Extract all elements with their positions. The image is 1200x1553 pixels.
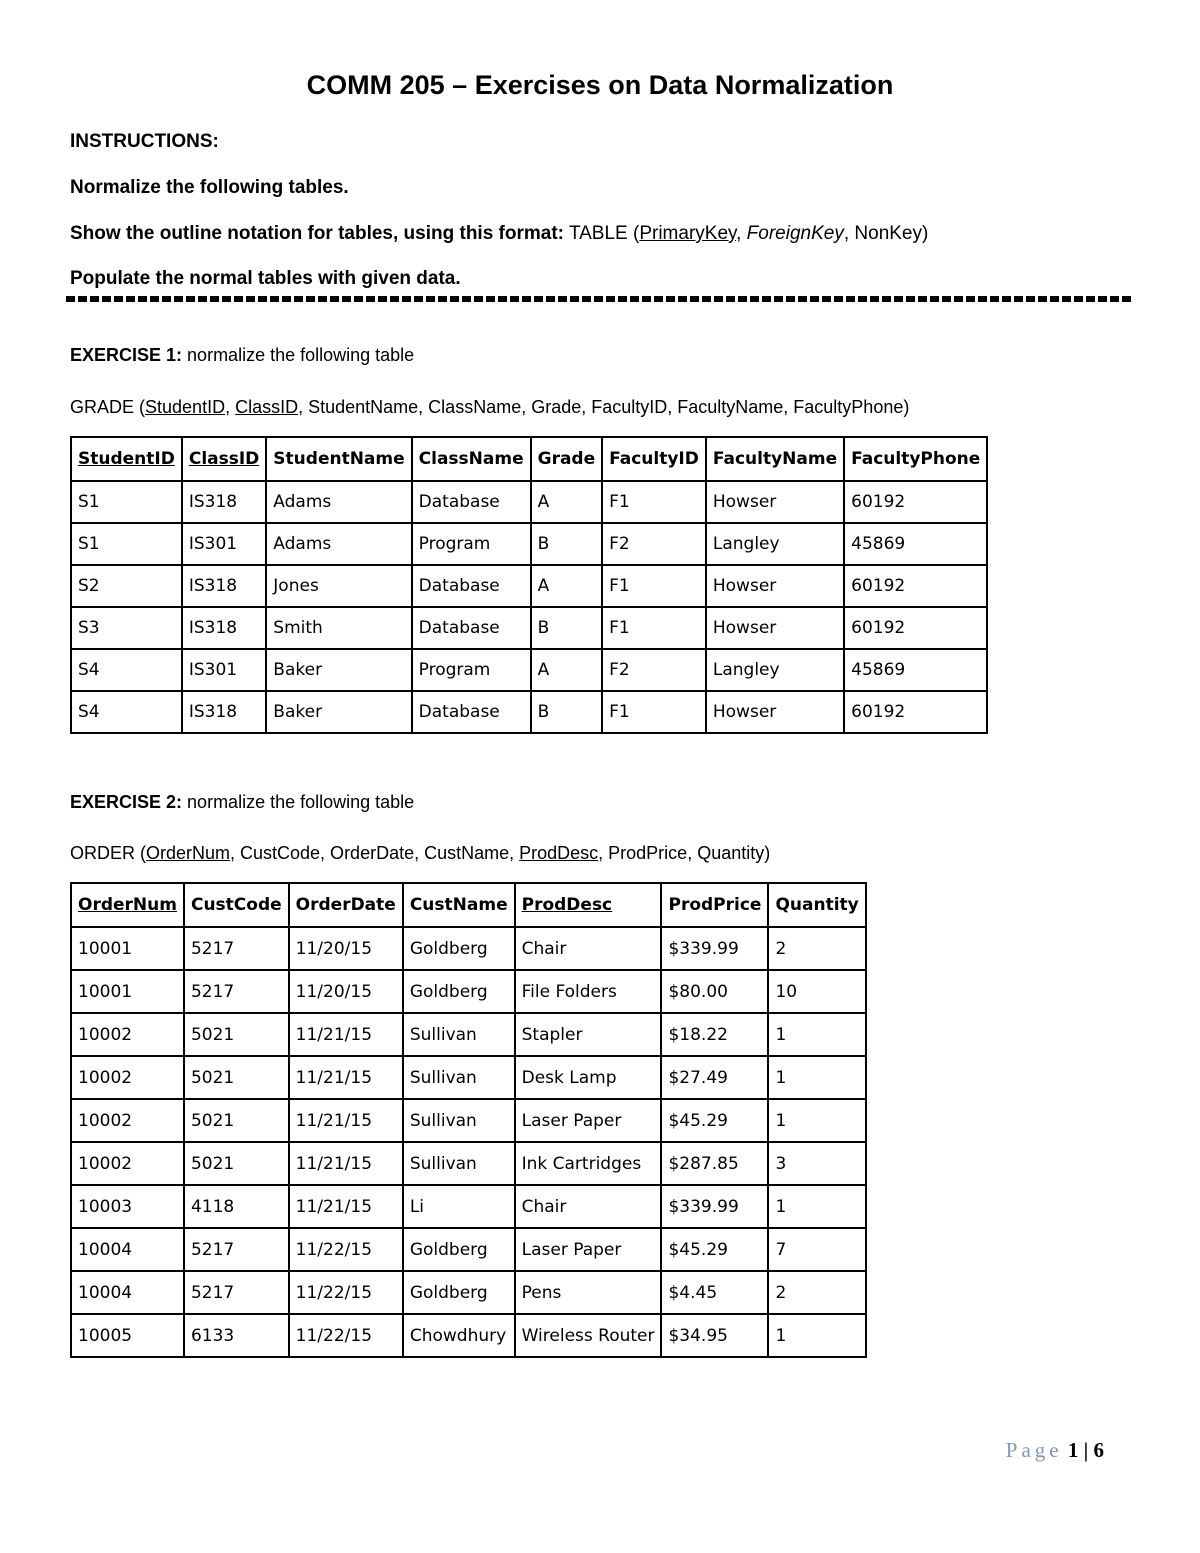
grade-cell: A [531, 565, 603, 607]
instructions-heading: INSTRUCTIONS: [70, 131, 219, 152]
order-header-cell: OrderDate [289, 883, 403, 927]
order-cell: 10002 [71, 1013, 184, 1056]
order-header-cell: ProdPrice [661, 883, 768, 927]
order-cell: 11/21/15 [289, 1056, 403, 1099]
order-row [71, 1314, 866, 1357]
order-cell: $80.00 [661, 970, 768, 1013]
grade-row [71, 565, 987, 607]
order-row [71, 1056, 866, 1099]
order-cell: 3 [768, 1142, 865, 1185]
order-cell: 5217 [184, 970, 289, 1013]
grade-cell: 60192 [844, 691, 987, 733]
grade-cell: 45869 [844, 523, 987, 565]
grade-cell: 45869 [844, 649, 987, 691]
order-cell: $287.85 [661, 1142, 768, 1185]
grade-cell: F1 [602, 607, 706, 649]
order-cell: 1 [768, 1013, 865, 1056]
grade-cell: S3 [71, 607, 182, 649]
grade-cell: Program [412, 649, 531, 691]
order-cell: 10004 [71, 1228, 184, 1271]
order-cell: Li [403, 1185, 515, 1228]
order-row [71, 1099, 866, 1142]
order-cell: 5021 [184, 1056, 289, 1099]
grade-header-cell: ClassID [182, 437, 266, 481]
order-cell: Goldberg [403, 1228, 515, 1271]
order-cell: 10003 [71, 1185, 184, 1228]
grade-cell: IS318 [182, 565, 266, 607]
grade-header-row [71, 437, 987, 481]
grade-cell: Adams [266, 481, 411, 523]
grade-notation-key-studentid: StudentID [145, 397, 226, 417]
order-cell: Wireless Router [515, 1314, 662, 1357]
grade-cell: 60192 [844, 481, 987, 523]
page-current: 1 [1067, 1438, 1079, 1462]
order-cell: 10005 [71, 1314, 184, 1357]
format-foreign-key: ForeignKey [746, 223, 844, 244]
order-row [71, 1228, 866, 1271]
grade-cell: IS318 [182, 607, 266, 649]
format-nonkey: , NonKey) [843, 223, 929, 244]
order-cell: 10002 [71, 1142, 184, 1185]
order-cell: Chair [515, 927, 662, 970]
order-cell: File Folders [515, 970, 662, 1013]
grade-cell: B [531, 607, 603, 649]
order-cell: Chair [515, 1185, 662, 1228]
page-word: Page [1005, 1438, 1063, 1462]
page-title: COMM 205 – Exercises on Data Normalization [306, 70, 894, 100]
order-cell: 7 [768, 1228, 865, 1271]
exercise2-label: EXERCISE 2: [70, 792, 183, 812]
grade-header-cell: ClassName [412, 437, 531, 481]
exercise1-heading [70, 345, 414, 366]
grade-cell: F2 [602, 523, 706, 565]
order-header-cell: Quantity [768, 883, 865, 927]
order-cell: Goldberg [403, 927, 515, 970]
order-cell: 10002 [71, 1099, 184, 1142]
exercise2-heading [70, 792, 414, 813]
order-cell: 11/21/15 [289, 1142, 403, 1185]
grade-cell: S4 [71, 649, 182, 691]
section-divider [66, 296, 1134, 302]
grade-cell: Database [412, 691, 531, 733]
grade-header-cell: StudentName [266, 437, 411, 481]
grade-cell: Database [412, 565, 531, 607]
grade-notation-prefix: GRADE ( [70, 397, 146, 417]
instruction-populate: Populate the normal tables with given data. [70, 268, 461, 289]
order-cell: Sullivan [403, 1099, 515, 1142]
order-cell: 1 [768, 1185, 865, 1228]
order-cell: 2 [768, 927, 865, 970]
order-cell: Pens [515, 1271, 662, 1314]
order-row [71, 970, 866, 1013]
exercise1-notation [70, 397, 909, 418]
grade-header-cell: Grade [531, 437, 603, 481]
order-cell: 2 [768, 1271, 865, 1314]
grade-cell: B [531, 691, 603, 733]
order-cell: 11/20/15 [289, 970, 403, 1013]
order-cell: Goldberg [403, 970, 515, 1013]
order-row [71, 927, 866, 970]
grade-cell: Baker [266, 649, 411, 691]
order-header-cell: CustName [403, 883, 515, 927]
grade-cell: Howser [706, 481, 844, 523]
order-cell: 10002 [71, 1056, 184, 1099]
order-cell: 5021 [184, 1099, 289, 1142]
grade-cell: Howser [706, 607, 844, 649]
instruction-notation-format [70, 223, 928, 245]
grade-cell: Jones [266, 565, 411, 607]
order-cell: 11/20/15 [289, 927, 403, 970]
grade-row [71, 523, 987, 565]
order-row [71, 1185, 866, 1228]
grade-cell: Smith [266, 607, 411, 649]
order-header-cell: OrderNum [71, 883, 184, 927]
order-cell: 11/22/15 [289, 1314, 403, 1357]
grade-cell: S1 [71, 481, 182, 523]
order-cell: 5217 [184, 1271, 289, 1314]
grade-cell: IS318 [182, 481, 266, 523]
order-cell: 5021 [184, 1142, 289, 1185]
order-table [70, 882, 867, 1358]
order-row [71, 1271, 866, 1314]
format-separator: , [736, 223, 747, 244]
grade-cell: IS301 [182, 649, 266, 691]
order-cell: Chowdhury [403, 1314, 515, 1357]
format-primary-key: PrimaryKey [639, 223, 737, 244]
grade-cell: F1 [602, 691, 706, 733]
grade-cell: Langley [706, 649, 844, 691]
order-notation-key-proddesc: ProdDesc [519, 843, 599, 863]
exercise1-label: EXERCISE 1: [70, 345, 183, 365]
order-cell: 11/21/15 [289, 1013, 403, 1056]
order-cell: 5021 [184, 1013, 289, 1056]
grade-cell: Adams [266, 523, 411, 565]
order-cell: Sullivan [403, 1056, 515, 1099]
grade-cell: F2 [602, 649, 706, 691]
grade-cell: 60192 [844, 565, 987, 607]
grade-cell: IS301 [182, 523, 266, 565]
instruction-normalize: Normalize the following tables. [70, 177, 349, 198]
grade-table [70, 436, 988, 734]
order-cell: Ink Cartridges [515, 1142, 662, 1185]
exercise1-description: normalize the following table [182, 345, 415, 365]
order-notation-key-ordernum: OrderNum [146, 843, 231, 863]
order-cell: Sullivan [403, 1142, 515, 1185]
grade-row [71, 607, 987, 649]
exercise2-description: normalize the following table [182, 792, 415, 812]
order-cell: 10001 [71, 927, 184, 970]
order-cell: 6133 [184, 1314, 289, 1357]
order-cell: $18.22 [661, 1013, 768, 1056]
grade-cell: IS318 [182, 691, 266, 733]
order-header-cell: ProdDesc [515, 883, 662, 927]
order-cell: 1 [768, 1056, 865, 1099]
grade-cell: Howser [706, 691, 844, 733]
grade-cell: S2 [71, 565, 182, 607]
grade-cell: Howser [706, 565, 844, 607]
order-cell: $45.29 [661, 1099, 768, 1142]
order-cell: Sullivan [403, 1013, 515, 1056]
order-cell: $339.99 [661, 927, 768, 970]
grade-cell: S1 [71, 523, 182, 565]
order-cell: $27.49 [661, 1056, 768, 1099]
grade-cell: F1 [602, 481, 706, 523]
grade-notation-key-classid: ClassID [235, 397, 299, 417]
grade-header-cell: FacultyID [602, 437, 706, 481]
grade-cell: Langley [706, 523, 844, 565]
grade-cell: Database [412, 481, 531, 523]
page-total: 6 [1093, 1438, 1104, 1462]
order-cell: 5217 [184, 927, 289, 970]
grade-cell: Program [412, 523, 531, 565]
order-cell: Stapler [515, 1013, 662, 1056]
order-cell: 11/21/15 [289, 1185, 403, 1228]
instruction-notation-lead: Show the outline notation for tables, using this format: [70, 223, 564, 244]
order-notation-middle: , CustCode, OrderDate, CustName, [230, 843, 520, 863]
page-separator: | [1083, 1438, 1089, 1462]
order-cell: $339.99 [661, 1185, 768, 1228]
order-cell: 1 [768, 1099, 865, 1142]
order-cell: $45.29 [661, 1228, 768, 1271]
grade-row [71, 481, 987, 523]
order-cell: Goldberg [403, 1271, 515, 1314]
grade-notation-rest: , StudentName, ClassName, Grade, FacultyID, FacultyName, FacultyPhone) [298, 397, 910, 417]
order-cell: Laser Paper [515, 1228, 662, 1271]
grade-header-cell: StudentID [71, 437, 182, 481]
order-cell: 10004 [71, 1271, 184, 1314]
order-cell: Laser Paper [515, 1099, 662, 1142]
grade-notation-separator: , [225, 397, 236, 417]
order-notation-prefix: ORDER ( [70, 843, 146, 863]
grade-header-cell: FacultyName [706, 437, 844, 481]
grade-cell: 60192 [844, 607, 987, 649]
grade-cell: A [531, 481, 603, 523]
order-row [71, 1013, 866, 1056]
grade-cell: Baker [266, 691, 411, 733]
order-header-row [71, 883, 866, 927]
grade-cell: S4 [71, 691, 182, 733]
format-table-word: TABLE ( [568, 223, 640, 244]
order-cell: $4.45 [661, 1271, 768, 1314]
order-cell: Desk Lamp [515, 1056, 662, 1099]
order-cell: $34.95 [661, 1314, 768, 1357]
grade-cell: Database [412, 607, 531, 649]
order-cell: 10 [768, 970, 865, 1013]
order-cell: 1 [768, 1314, 865, 1357]
page-number [1006, 1438, 1104, 1463]
order-cell: 11/21/15 [289, 1099, 403, 1142]
grade-cell: A [531, 649, 603, 691]
order-cell: 10001 [71, 970, 184, 1013]
order-row [71, 1142, 866, 1185]
grade-header-cell: FacultyPhone [844, 437, 987, 481]
grade-row [71, 691, 987, 733]
order-cell: 5217 [184, 1228, 289, 1271]
grade-cell: F1 [602, 565, 706, 607]
exercise2-notation [70, 843, 770, 864]
order-cell: 11/22/15 [289, 1271, 403, 1314]
grade-row [71, 649, 987, 691]
order-cell: 11/22/15 [289, 1228, 403, 1271]
order-header-cell: CustCode [184, 883, 289, 927]
order-notation-rest: , ProdPrice, Quantity) [598, 843, 771, 863]
order-cell: 4118 [184, 1185, 289, 1228]
grade-cell: B [531, 523, 603, 565]
